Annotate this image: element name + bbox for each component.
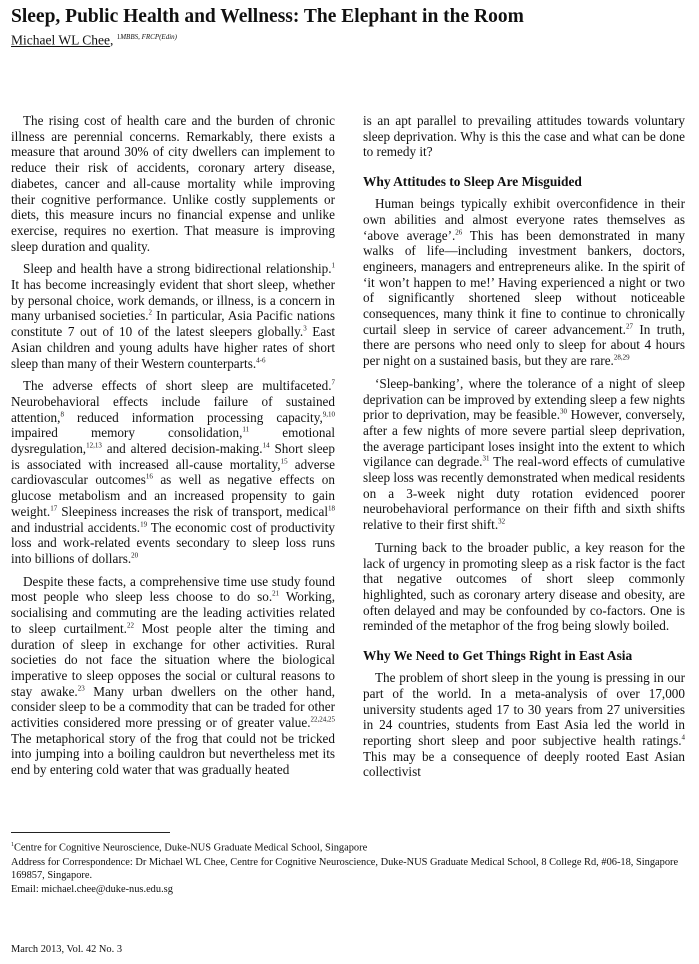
reference-mark: 26	[455, 228, 463, 237]
paragraph-east-asia: The problem of short sleep in the young is pressing in our part of the world. In a meta-analysis of over 17,000 university students aged 17 to 30 years from 27 universities in 24 countries, students from East Asia led the world in reporting short sleep and poor subjective health ratings.$^4$ This may be a consequence of deeply rooted East Asian collectivist	[363, 670, 685, 780]
reference-mark: 3	[303, 324, 307, 333]
paragraph-sleep-health: Sleep and health have a strong bidirectional relationship.$^1$ It has become increasingly evident that short sleep, whether by personal choice, work demands, or illness, is a concern in many urbanised societies.$^2$ In particular, Asia Pacific nations constitute 7 out of 10 of the latest sleepers globally.$^3$ East Asian children and young adults have higher rates of short sleep than many of their Western counterparts.$^{4-6}$	[11, 261, 335, 371]
issue-info: March 2013, Vol. 42 No. 3	[11, 944, 123, 955]
paragraph-overconfidence: Human beings typically exhibit overconfidence in their own abilities and almost everyone rates themselves as ‘above average’.$^{26}$ This has been demonstrated in many walks of life—including investment bankers, doctors, engineers, managers and entrepreneurs alike. In the spirit of ‘it won’t happen to me!’ Having experienced a night or two of significantly shortened sleep without noticeable consequences, many think it fine to continue to chronically curtail sleep in service of career advancement.$^{27}$ In truth, there are persons who need only to sleep for about 4 hours per night on a sustained basis, but they are rare.$^{28,29}$	[363, 196, 685, 369]
reference-mark: 22,24,25	[310, 715, 335, 724]
reference-mark: 22	[126, 621, 134, 630]
section-heading-east-asia: Why We Need to Get Things Right in East Asia	[363, 648, 633, 664]
reference-mark: 19	[140, 520, 148, 529]
paragraph-intro: The rising cost of health care and the burden of chronic illness are perennial concerns. Remarkably, there exists a measure that around 30% of city dwellers can implement to reduce their risk of accidents, coronary artery disease, diabetes, cancer and all-cause mortality while improving their cognitive performance. Unlike costly supplements or diets, this measure incurs no financial expense and unlike exercise, requires no exertion. That measure is improving sleep duration and quality.	[11, 113, 335, 254]
reference-mark: 27	[625, 322, 633, 331]
reference-mark: 4	[681, 733, 685, 742]
paragraph-adverse-effects: The adverse effects of short sleep are multifaceted.$^7$ Neurobehavioral effects include failure of sustained attention,$^8$ reduced information processing capacity,$^{9,10}$ impaired memory consolidation,$^{11}$ emotional dysregulation,$^{12,13}$ and altered decision-making.$^{14}$ Short sleep is associated with increased all-cause mortality,$^{15}$ adverse cardiovascular outcomes$^{16}$ as well as negative effects on glucose metabolism and an increased propensity to gain weight.$^{17}$ Sleepiness increases the risk of transport, medical$^{18}$ and industrial accidents.$^{19}$ The economic cost of productivity loss and work-related events secondary to sleep loss runs into billions of dollars.$^{20}$	[11, 378, 335, 566]
left-column	[11, 113, 335, 785]
paragraph-time-use: Despite these facts, a comprehensive time use study found most people who sleep less choose to do so.$^{21}$ Working, socialising and commuting are the leading activities related to sleep curtailment.$^{22}$ Most people alter the timing and duration of sleep in exchange for other activities. Rural societies do not face the situation where the biological imperative to sleep opposes the social or cultural reasons to stay awake.$^{23}$ Many urban dwellers on the other hand, consider sleep to be a commodity that can be traded for other activities considered more pressing or of greater value.$^{22,24,25}$ The metaphorical story of the frog that could not be tricked into jumping into a boiling cauldron but nevertheless met its end by entering cold water that was gradually heated	[11, 573, 335, 778]
reference-mark: 21	[272, 590, 280, 598]
reference-mark: 4-6	[256, 356, 266, 365]
reference-mark: 17	[50, 504, 58, 513]
author-affiliation-mark: 1	[116, 33, 121, 41]
reference-mark: 2	[148, 309, 152, 318]
footnotes	[11, 839, 691, 899]
reference-mark: 9,10	[322, 410, 335, 419]
article-title: Sleep, Public Health and Wellness: The Elephant in the Room	[11, 6, 524, 27]
reference-mark: 8	[60, 410, 64, 419]
footnote-address: Address for Correspondence: Dr Michael WL Chee, Centre for Cognitive Neuroscience, Duke-NUS Graduate Medical School, 8 College Rd, #06-18, Singapore 169857, Singapore.	[11, 857, 679, 881]
reference-mark: 18	[328, 504, 335, 513]
paragraph-sleep-banking: ‘Sleep-banking’, where the tolerance of a night of sleep deprivation can be improved by extending sleep a few nights prior to deprivation, may be feasible.$^{30}$ However, conversely, after a few nights of more severe partial sleep deprivation, the average participant loses insight into the extent to which vigilance can degrade.$^{31}$ The real-word effects of cumulative sleep loss was recently demonstrated when medical residents on a 3-week night duty rotation evidenced poorer neurobehavioral performance on their fifth and sixth shifts relative to their first shift.$^{32}$	[363, 375, 686, 533]
reference-mark: 32	[498, 517, 506, 526]
right-column	[363, 113, 685, 787]
author-name: Michael WL Chee	[11, 32, 110, 48]
footnote-email: Email: michael.chee@duke-nus.edu.sg	[11, 884, 173, 896]
reference-mark: 7	[331, 378, 335, 387]
reference-mark: 1	[331, 261, 335, 270]
reference-mark: 31	[482, 454, 490, 463]
footnote-divider	[11, 832, 170, 833]
author-line	[11, 29, 177, 49]
reference-mark: 11	[242, 425, 250, 434]
paragraph-broader-public: Turning back to the broader public, a key reason for the lack of urgency in promoting sleep as a risk factor is the fact that negative outcomes of short sleep commonly highlighted, such as coronary artery disease and obesity, are often delayed and may be confounded by co-factors. One is reminded of the metaphor of the frog being slowly boiled.	[363, 539, 685, 634]
author-credentials: MBBS, FRCP(Edin)	[120, 33, 177, 41]
reference-mark: 28,29	[613, 353, 630, 362]
section-heading-attitudes: Why Attitudes to Sleep Are Misguided	[363, 174, 582, 190]
reference-mark: 12,13	[86, 441, 102, 450]
paragraph-continued: is an apt parallel to prevailing attitudes towards voluntary sleep deprivation. Why is this the case and what can be done to remedy it?	[363, 113, 685, 160]
reference-mark: 14	[262, 441, 270, 450]
reference-mark: 15	[280, 457, 288, 466]
reference-mark: 23	[77, 684, 85, 693]
footnote-affiliation: $^1$Centre for Cognitive Neuroscience, Duke-NUS Graduate Medical School, Singapore	[11, 842, 368, 854]
affiliation-mark: 1	[11, 842, 14, 848]
reference-mark: 20	[131, 551, 139, 560]
author-separator: ,	[109, 32, 114, 48]
reference-mark: 30	[560, 407, 568, 416]
reference-mark: 16	[145, 473, 153, 482]
